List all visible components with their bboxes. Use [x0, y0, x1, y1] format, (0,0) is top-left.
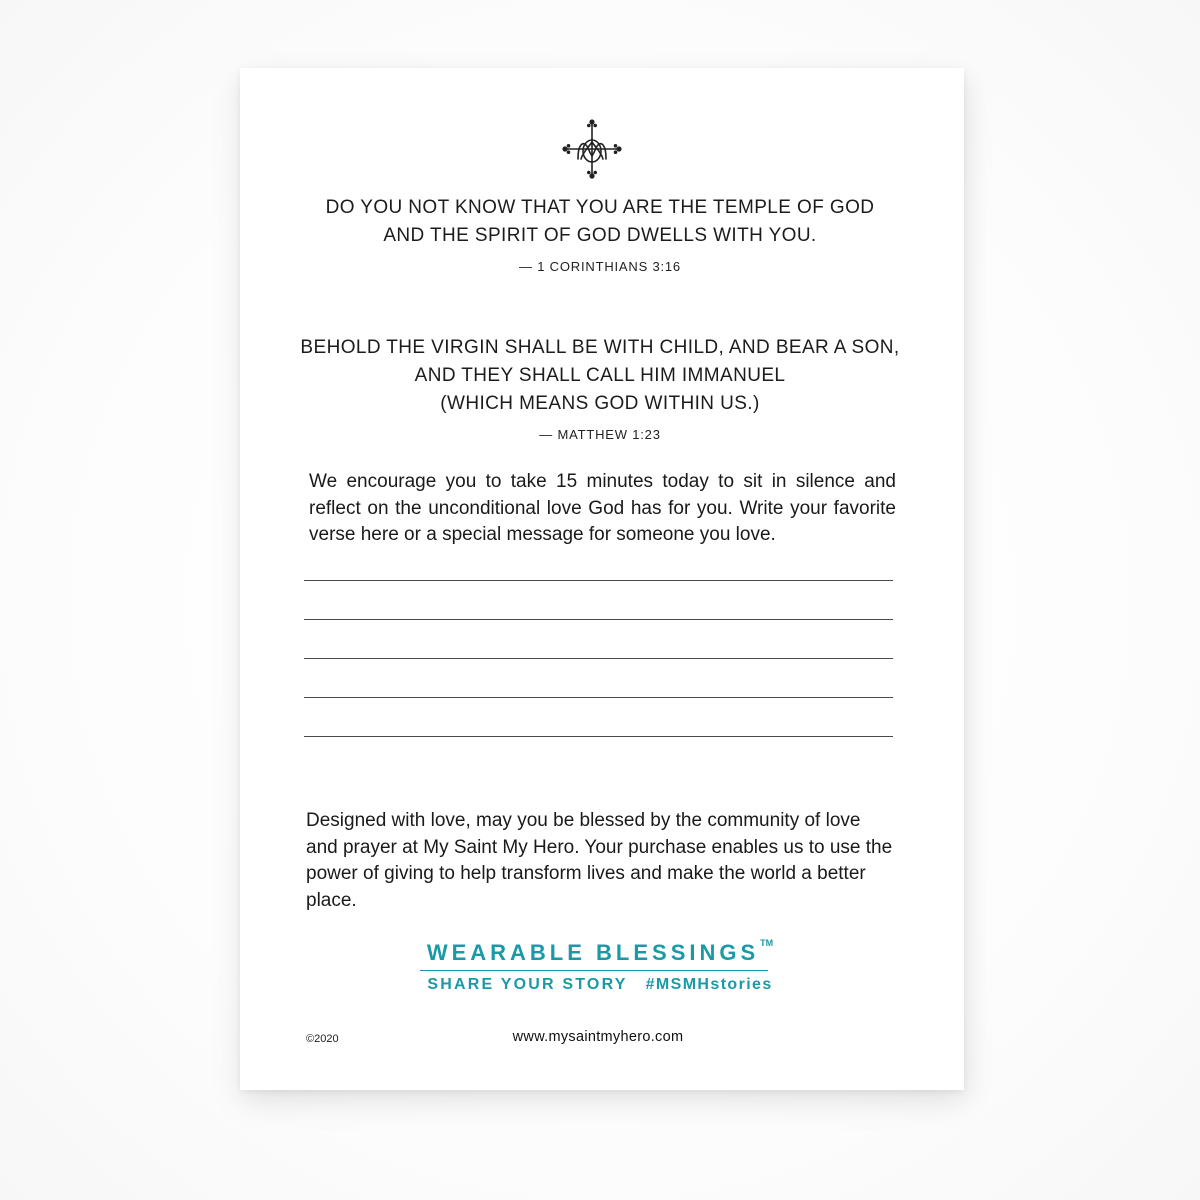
writing-line	[304, 580, 893, 581]
encouragement-paragraph: We encourage you to take 15 minutes today to sit in silence and reflect on the unconditional love God has for you. Write your favorite verse here or a special message for someone you love.	[309, 471, 896, 545]
verse-line: DO YOU NOT KNOW THAT YOU ARE THE TEMPLE OF GOD	[325, 197, 875, 218]
verse-line: AND THE SPIRIT OF GOD DWELLS WITH YOU.	[383, 225, 817, 246]
verse-immanuel	[240, 334, 960, 418]
writing-line	[304, 697, 893, 698]
trademark-mark: TM	[760, 938, 774, 948]
copyright-notice: ©2020	[306, 1033, 339, 1045]
verse-temple-of-god	[240, 194, 960, 250]
brand-divider	[420, 970, 768, 971]
verse-line: BEHOLD THE VIRGIN SHALL BE WITH CHILD, AND BEAR A SON,	[300, 337, 900, 358]
brand-title	[240, 940, 960, 966]
marian-cross-monogram-icon	[561, 118, 623, 180]
verse-citation: — 1 CORINTHIANS 3:16	[519, 259, 681, 274]
writing-line	[304, 736, 893, 737]
verse-line: (WHICH MEANS GOD WITHIN US.)	[440, 393, 760, 414]
hashtag-text: #MSMHstories	[645, 976, 773, 993]
verse-line: AND THEY SHALL CALL HIM IMMANUEL	[414, 365, 786, 386]
brand-tagline	[240, 976, 960, 994]
designed-with-love-paragraph: Designed with love, may you be blessed by the community of love and prayer at My Saint My Hero. Your purchase enables us to use the power of giving to help transform lives and make the world a better place.	[306, 810, 893, 911]
verse-citation: — MATTHEW 1:23	[539, 427, 661, 442]
website-url: www.mysaintmyhero.com	[512, 1029, 684, 1045]
writing-line	[304, 619, 893, 620]
writing-line	[304, 658, 893, 659]
tagline-text: SHARE YOUR STORY	[427, 976, 628, 993]
brand-title-text: WEARABLE BLESSINGS	[426, 940, 760, 965]
